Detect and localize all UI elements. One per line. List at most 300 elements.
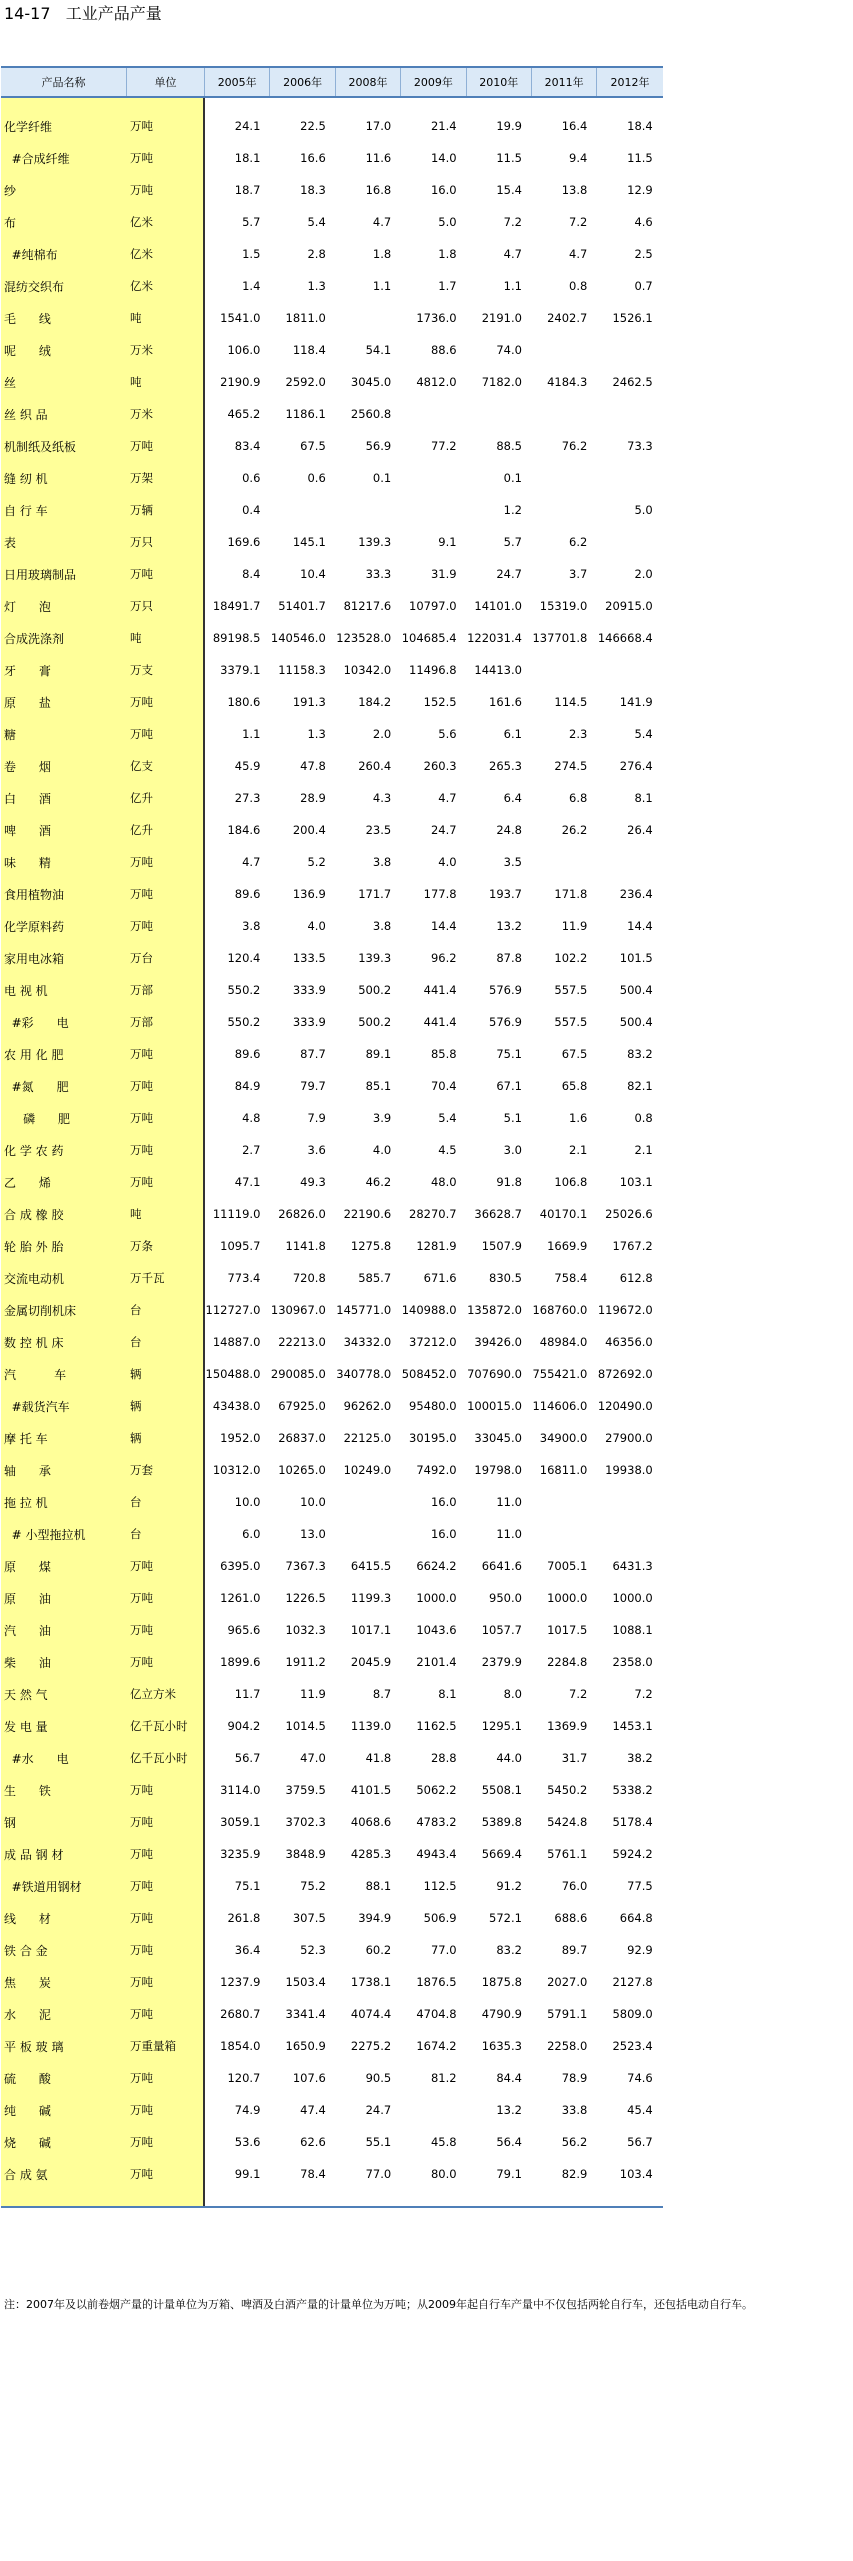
value-cell: 1541.0	[220, 311, 261, 325]
product-name-cell: 原 煤	[4, 1559, 51, 1574]
table-row	[1, 590, 663, 622]
value-cell: 145.1	[292, 535, 326, 549]
value-cell: 99.1	[234, 2167, 261, 2181]
value-cell: 5.4	[634, 727, 653, 741]
value-cell: 340778.0	[336, 1367, 392, 1381]
value-cell: 1952.0	[220, 1431, 261, 1445]
table-row	[1, 1326, 663, 1358]
table-row	[1, 2126, 663, 2158]
product-name-cell: 成 品 钢 材	[4, 1847, 64, 1862]
table-row	[1, 1134, 663, 1166]
unit-cell: 万吨	[130, 1559, 153, 1573]
value-cell: 830.5	[489, 1271, 522, 1285]
product-name-cell: 合 成 橡 胶	[4, 1207, 64, 1222]
table-row	[1, 1006, 663, 1038]
value-cell: 54.1	[365, 343, 392, 357]
value-cell: 10249.0	[343, 1463, 392, 1477]
value-cell: 1.5	[242, 247, 261, 261]
value-cell: 22125.0	[343, 1431, 392, 1445]
value-cell: 5.1	[503, 1111, 522, 1125]
value-cell: 9.4	[569, 151, 588, 165]
value-cell: 1139.0	[350, 1719, 392, 1733]
table-row	[1, 334, 663, 366]
value-cell: 78.4	[300, 2167, 326, 2181]
value-cell: 5.4	[307, 215, 326, 229]
value-cell: 11.0	[496, 1495, 522, 1509]
table-row	[1, 1262, 663, 1294]
unit-cell: 万吨	[130, 567, 153, 581]
value-cell: 15319.0	[539, 599, 588, 613]
value-cell: 1503.4	[285, 1975, 326, 1989]
product-name-cell: 表	[4, 535, 17, 550]
value-cell: 4184.3	[547, 375, 588, 389]
product-name-cell: 柴 油	[4, 1655, 51, 1670]
value-cell: 2.1	[634, 1143, 653, 1157]
value-cell: 26.2	[561, 823, 588, 837]
value-cell: 2592.0	[285, 375, 326, 389]
value-cell: 43438.0	[212, 1399, 261, 1413]
value-cell: 22.5	[300, 119, 326, 133]
unit-cell: 万吨	[130, 855, 153, 869]
value-cell: 6641.6	[481, 1559, 522, 1573]
value-cell: 14.4	[430, 919, 457, 933]
table-row	[1, 750, 663, 782]
value-cell: 1.1	[242, 727, 261, 741]
unit-cell: 万米	[130, 407, 153, 421]
value-cell: 1674.2	[416, 2039, 457, 2053]
unit-cell: 吨	[130, 375, 142, 389]
value-cell: 576.9	[489, 983, 522, 997]
value-cell: 55.1	[365, 2135, 392, 2149]
value-cell: 16.6	[300, 151, 326, 165]
value-cell: 36.4	[234, 1943, 261, 1957]
header-year: 2005年	[205, 68, 270, 96]
unit-cell: 万吨	[130, 1943, 153, 1957]
unit-cell: 亿米	[130, 215, 153, 229]
value-cell: 38.2	[627, 1751, 653, 1765]
product-name-cell: 硫 酸	[4, 2071, 51, 2086]
unit-cell: 亿千瓦小时	[130, 1751, 188, 1765]
value-cell: 91.8	[496, 1175, 522, 1189]
value-cell: 11.7	[234, 1687, 261, 1701]
unit-cell: 万吨	[130, 1783, 153, 1797]
value-cell: 5809.0	[612, 2007, 653, 2021]
value-cell: 2358.0	[612, 1655, 653, 1669]
product-name-cell: #铁道用钢材	[4, 1879, 82, 1894]
value-cell: 2101.4	[416, 1655, 457, 1669]
value-cell: 1043.6	[416, 1623, 457, 1637]
value-cell: 4.7	[372, 215, 392, 229]
value-cell: 2284.8	[547, 1655, 588, 1669]
unit-cell: 台	[130, 1495, 142, 1509]
value-cell: 14101.0	[474, 599, 522, 613]
value-cell: 4074.4	[350, 2007, 392, 2021]
value-cell: 31.9	[430, 567, 457, 581]
table-row	[1, 270, 663, 302]
value-cell: 1.3	[307, 727, 326, 741]
table-row	[1, 2158, 663, 2190]
value-cell: 1000.0	[547, 1591, 588, 1605]
value-cell: 87.7	[300, 1047, 326, 1061]
unit-cell: 亿支	[130, 759, 153, 773]
value-cell: 24.8	[496, 823, 522, 837]
value-cell: 1453.1	[612, 1719, 653, 1733]
value-cell: 6.8	[569, 791, 588, 805]
value-cell: 11.0	[496, 1527, 522, 1541]
unit-cell: 万吨	[130, 2007, 153, 2021]
value-cell: 135872.0	[467, 1303, 522, 1317]
header-year: 2010年	[467, 68, 532, 96]
product-name-cell: 灯 泡	[4, 599, 51, 614]
value-cell: 4.0	[372, 1143, 392, 1157]
value-cell: 1226.5	[285, 1591, 326, 1605]
value-cell: 441.4	[423, 983, 457, 997]
value-cell: 76.2	[561, 439, 588, 453]
product-name-cell: 卷 烟	[4, 759, 51, 774]
value-cell: 4790.9	[481, 2007, 522, 2021]
value-cell: 7182.0	[481, 375, 522, 389]
value-cell: 67.5	[561, 1047, 588, 1061]
value-cell: 12.9	[627, 183, 653, 197]
value-cell: 3379.1	[220, 663, 261, 677]
value-cell: 10312.0	[212, 1463, 261, 1477]
value-cell: 2127.8	[612, 1975, 653, 1989]
value-cell: 33.8	[561, 2103, 588, 2117]
value-cell: 0.6	[242, 471, 261, 485]
value-cell: 18.4	[627, 119, 653, 133]
value-cell: 89198.5	[212, 631, 261, 645]
value-cell: 500.2	[358, 983, 392, 997]
product-name-cell: 机制纸及纸板	[4, 439, 77, 454]
value-cell: 145771.0	[336, 1303, 392, 1317]
value-cell: 13.8	[561, 183, 588, 197]
value-cell: 83.2	[627, 1047, 653, 1061]
value-cell: 1261.0	[220, 1591, 261, 1605]
value-cell: 585.7	[358, 1271, 392, 1285]
value-cell: 1162.5	[416, 1719, 457, 1733]
product-name-cell: 烧 碱	[4, 2135, 51, 2150]
table-row	[1, 1710, 663, 1742]
value-cell: 1811.0	[285, 311, 326, 325]
value-cell: 5508.1	[481, 1783, 522, 1797]
unit-cell: 万重量箱	[130, 2039, 176, 2053]
value-cell: 30195.0	[409, 1431, 457, 1445]
value-cell: 11.5	[627, 151, 653, 165]
unit-cell: 万吨	[130, 1879, 153, 1893]
table-row	[1, 430, 663, 462]
value-cell: 24.7	[365, 2103, 392, 2117]
value-cell: 2.0	[634, 567, 653, 581]
value-cell: 1017.1	[350, 1623, 392, 1637]
product-name-cell: 焦 炭	[4, 1975, 51, 1990]
value-cell: 46356.0	[605, 1335, 653, 1349]
header-year: 2011年	[532, 68, 597, 96]
value-cell: 1.3	[307, 279, 326, 293]
value-cell: 2462.5	[612, 375, 653, 389]
value-cell: 688.6	[554, 1911, 588, 1925]
value-cell: 1.8	[372, 247, 392, 261]
value-cell: 16.0	[430, 1527, 457, 1541]
value-cell: 1000.0	[612, 1591, 653, 1605]
value-cell: 5791.1	[547, 2007, 588, 2021]
value-cell: 96.2	[430, 951, 457, 965]
table-row	[1, 2094, 663, 2126]
value-cell: 10797.0	[409, 599, 457, 613]
unit-cell: 万吨	[130, 151, 153, 165]
value-cell: 0.1	[372, 471, 392, 485]
value-cell: 26826.0	[278, 1207, 326, 1221]
value-cell: 4.0	[307, 919, 326, 933]
value-cell: 77.0	[365, 2167, 392, 2181]
value-cell: 77.5	[627, 1879, 653, 1893]
unit-cell: 万只	[130, 535, 153, 549]
unit-cell: 万吨	[130, 2071, 153, 2085]
product-name-cell: 毛 线	[4, 311, 51, 326]
value-cell: 2258.0	[547, 2039, 588, 2053]
value-cell: 6395.0	[220, 1559, 261, 1573]
table-row	[1, 1038, 663, 1070]
product-name-cell: 自 行 车	[4, 503, 48, 518]
value-cell: 5.6	[438, 727, 457, 741]
value-cell: 11.9	[300, 1687, 326, 1701]
value-cell: 6431.3	[612, 1559, 653, 1573]
value-cell: 4.0	[438, 855, 457, 869]
value-cell: 4812.0	[416, 375, 457, 389]
table-row	[1, 910, 663, 942]
value-cell: 3.9	[372, 1111, 392, 1125]
value-cell: 0.1	[503, 471, 522, 485]
table-row	[1, 1486, 663, 1518]
value-cell: 10.0	[300, 1495, 326, 1509]
value-cell: 152.5	[423, 695, 457, 709]
value-cell: 118.4	[292, 343, 326, 357]
value-cell: 3848.9	[285, 1847, 326, 1861]
value-cell: 95480.0	[409, 1399, 457, 1413]
value-cell: 7.9	[307, 1111, 326, 1125]
unit-cell: 万吨	[130, 1975, 153, 1989]
value-cell: 26837.0	[278, 1431, 326, 1445]
value-cell: 5389.8	[481, 1815, 522, 1829]
value-cell: 41.8	[365, 1751, 392, 1765]
value-cell: 276.4	[619, 759, 653, 773]
value-cell: 1767.2	[612, 1239, 653, 1253]
value-cell: 1.8	[438, 247, 457, 261]
value-cell: 14.0	[430, 151, 457, 165]
product-name-cell: 纱	[4, 183, 17, 198]
unit-cell: 万套	[130, 1463, 153, 1477]
value-cell: 13.2	[496, 2103, 522, 2117]
value-cell: 119672.0	[597, 1303, 653, 1317]
value-cell: 75.1	[234, 1879, 261, 1893]
product-name-cell: 味 精	[4, 855, 51, 870]
value-cell: 180.6	[227, 695, 261, 709]
table-row	[1, 1998, 663, 2030]
value-cell: 9.1	[438, 535, 457, 549]
value-cell: 6.1	[503, 727, 522, 741]
value-cell: 8.7	[372, 1687, 392, 1701]
unit-cell: 辆	[130, 1399, 142, 1413]
value-cell: 5.0	[634, 503, 653, 517]
value-cell: 33.3	[365, 567, 392, 581]
value-cell: 904.2	[227, 1719, 261, 1733]
unit-cell: 万吨	[130, 2167, 153, 2181]
value-cell: 4.3	[372, 791, 392, 805]
product-name-cell: 拖 拉 机	[4, 1495, 48, 1510]
unit-cell: 万部	[130, 1015, 153, 1029]
value-cell: 2402.7	[547, 311, 588, 325]
table-row	[1, 878, 663, 910]
unit-cell: 万吨	[130, 1047, 153, 1061]
value-cell: 171.8	[554, 887, 588, 901]
value-cell: 2027.0	[547, 1975, 588, 1989]
value-cell: 3341.4	[285, 2007, 326, 2021]
unit-cell: 万吨	[130, 1911, 153, 1925]
unit-cell: 万吨	[130, 1175, 153, 1189]
product-name-cell: 日用玻璃制品	[4, 567, 77, 582]
unit-cell: 吨	[130, 631, 142, 645]
product-name-cell: 钢	[4, 1815, 17, 1830]
product-name-cell: 糖	[4, 727, 17, 742]
value-cell: 394.9	[358, 1911, 392, 1925]
table-row	[1, 142, 663, 174]
value-cell: 3114.0	[220, 1783, 261, 1797]
product-name-cell: 汽 油	[4, 1623, 51, 1638]
value-cell: 5.0	[438, 215, 457, 229]
value-cell: 81.2	[430, 2071, 457, 2085]
header-unit: 单位	[127, 68, 205, 96]
value-cell: 161.6	[489, 695, 522, 709]
value-cell: 45.8	[430, 2135, 457, 2149]
product-name-cell: 轴 承	[4, 1463, 51, 1478]
product-name-cell: 呢 绒	[4, 343, 51, 358]
value-cell: 576.9	[489, 1015, 522, 1029]
value-cell: 18.3	[300, 183, 326, 197]
table-row	[1, 1902, 663, 1934]
value-cell: 872692.0	[597, 1367, 653, 1381]
value-cell: 612.8	[619, 1271, 653, 1285]
value-cell: 191.3	[292, 695, 326, 709]
unit-cell: 亿千瓦小时	[130, 1719, 188, 1733]
value-cell: 2045.9	[350, 1655, 392, 1669]
value-cell: 34900.0	[539, 1431, 588, 1445]
value-cell: 78.9	[561, 2071, 588, 2085]
unit-cell: 万吨	[130, 887, 153, 901]
value-cell: 22190.6	[343, 1207, 392, 1221]
value-cell: 168760.0	[532, 1303, 588, 1317]
value-cell: 5669.4	[481, 1847, 522, 1861]
value-cell: 4.7	[438, 791, 457, 805]
value-cell: 83.2	[496, 1943, 522, 1957]
value-cell: 1526.1	[612, 311, 653, 325]
value-cell: 2680.7	[220, 2007, 261, 2021]
product-name-cell: 原 盐	[4, 695, 51, 710]
value-cell: 184.2	[358, 695, 392, 709]
value-cell: 120490.0	[597, 1399, 653, 1413]
value-cell: 4704.8	[416, 2007, 457, 2021]
value-cell: 2.1	[569, 1143, 588, 1157]
unit-cell: 万台	[130, 951, 153, 965]
value-cell: 3.7	[569, 567, 588, 581]
value-cell: 4943.4	[416, 1847, 457, 1861]
table-row	[1, 558, 663, 590]
value-cell: 441.4	[423, 1015, 457, 1029]
value-cell: 88.6	[430, 343, 457, 357]
value-cell: 89.6	[234, 1047, 261, 1061]
table-row	[1, 1582, 663, 1614]
value-cell: 1199.3	[350, 1591, 392, 1605]
table-row	[1, 942, 663, 974]
value-cell: 274.5	[554, 759, 588, 773]
product-name-cell: #氮 肥	[4, 1079, 69, 1094]
table-row	[1, 1870, 663, 1902]
value-cell: 1899.6	[220, 1655, 261, 1669]
product-name-cell: 原 油	[4, 1591, 51, 1606]
value-cell: 7.2	[569, 1687, 588, 1701]
value-cell: 20915.0	[605, 599, 653, 613]
value-cell: 122031.4	[467, 631, 522, 645]
table-header	[1, 66, 663, 98]
table-row	[1, 398, 663, 430]
value-cell: 26.4	[627, 823, 653, 837]
value-cell: 112.5	[423, 1879, 457, 1893]
unit-cell: 万吨	[130, 727, 153, 741]
product-name-cell: #水 电	[4, 1751, 69, 1766]
value-cell: 6415.5	[350, 1559, 392, 1573]
value-cell: 500.4	[619, 1015, 653, 1029]
unit-cell: 万只	[130, 599, 153, 613]
table-row	[1, 718, 663, 750]
value-cell: 500.4	[619, 983, 653, 997]
value-cell: 11.5	[496, 151, 522, 165]
value-cell: 89.6	[234, 887, 261, 901]
unit-cell: 万支	[130, 663, 153, 677]
value-cell: 11158.3	[278, 663, 326, 677]
value-cell: 506.9	[423, 1911, 457, 1925]
unit-cell: 亿立方米	[130, 1687, 176, 1701]
footnote: 注：2007年及以前卷烟产量的计量单位为万箱、啤酒及白酒产量的计量单位为万吨；从2009年起自行车产量中不仅包括两轮自行车，还包括电动自行车。	[4, 2298, 753, 2311]
value-cell: 5.7	[503, 535, 522, 549]
value-cell: 52.3	[300, 1943, 326, 1957]
unit-cell: 万吨	[130, 1079, 153, 1093]
value-cell: 4.8	[242, 1111, 261, 1125]
value-cell: 112727.0	[205, 1303, 261, 1317]
table-row	[1, 1454, 663, 1486]
table-row	[1, 302, 663, 334]
table-row	[1, 110, 663, 142]
value-cell: 1876.5	[416, 1975, 457, 1989]
value-cell: 6.2	[569, 535, 588, 549]
product-name-cell: #载货汽车	[4, 1399, 70, 1414]
value-cell: 4.7	[569, 247, 588, 261]
value-cell: 0.8	[569, 279, 588, 293]
value-cell: 5761.1	[547, 1847, 588, 1861]
unit-cell: 台	[130, 1303, 142, 1317]
value-cell: 1017.5	[547, 1623, 588, 1637]
value-cell: 171.7	[358, 887, 392, 901]
value-cell: 260.3	[423, 759, 457, 773]
value-cell: 236.4	[619, 887, 653, 901]
value-cell: 82.9	[561, 2167, 588, 2181]
unit-cell: 亿米	[130, 247, 153, 261]
value-cell: 671.6	[423, 1271, 457, 1285]
table-row	[1, 654, 663, 686]
value-cell: 22213.0	[278, 1335, 326, 1349]
unit-cell: 万辆	[130, 503, 153, 517]
value-cell: 773.4	[227, 1271, 261, 1285]
value-cell: 1507.9	[481, 1239, 522, 1253]
value-cell: 146668.4	[597, 631, 653, 645]
product-name-cell: 摩 托 车	[4, 1431, 48, 1446]
